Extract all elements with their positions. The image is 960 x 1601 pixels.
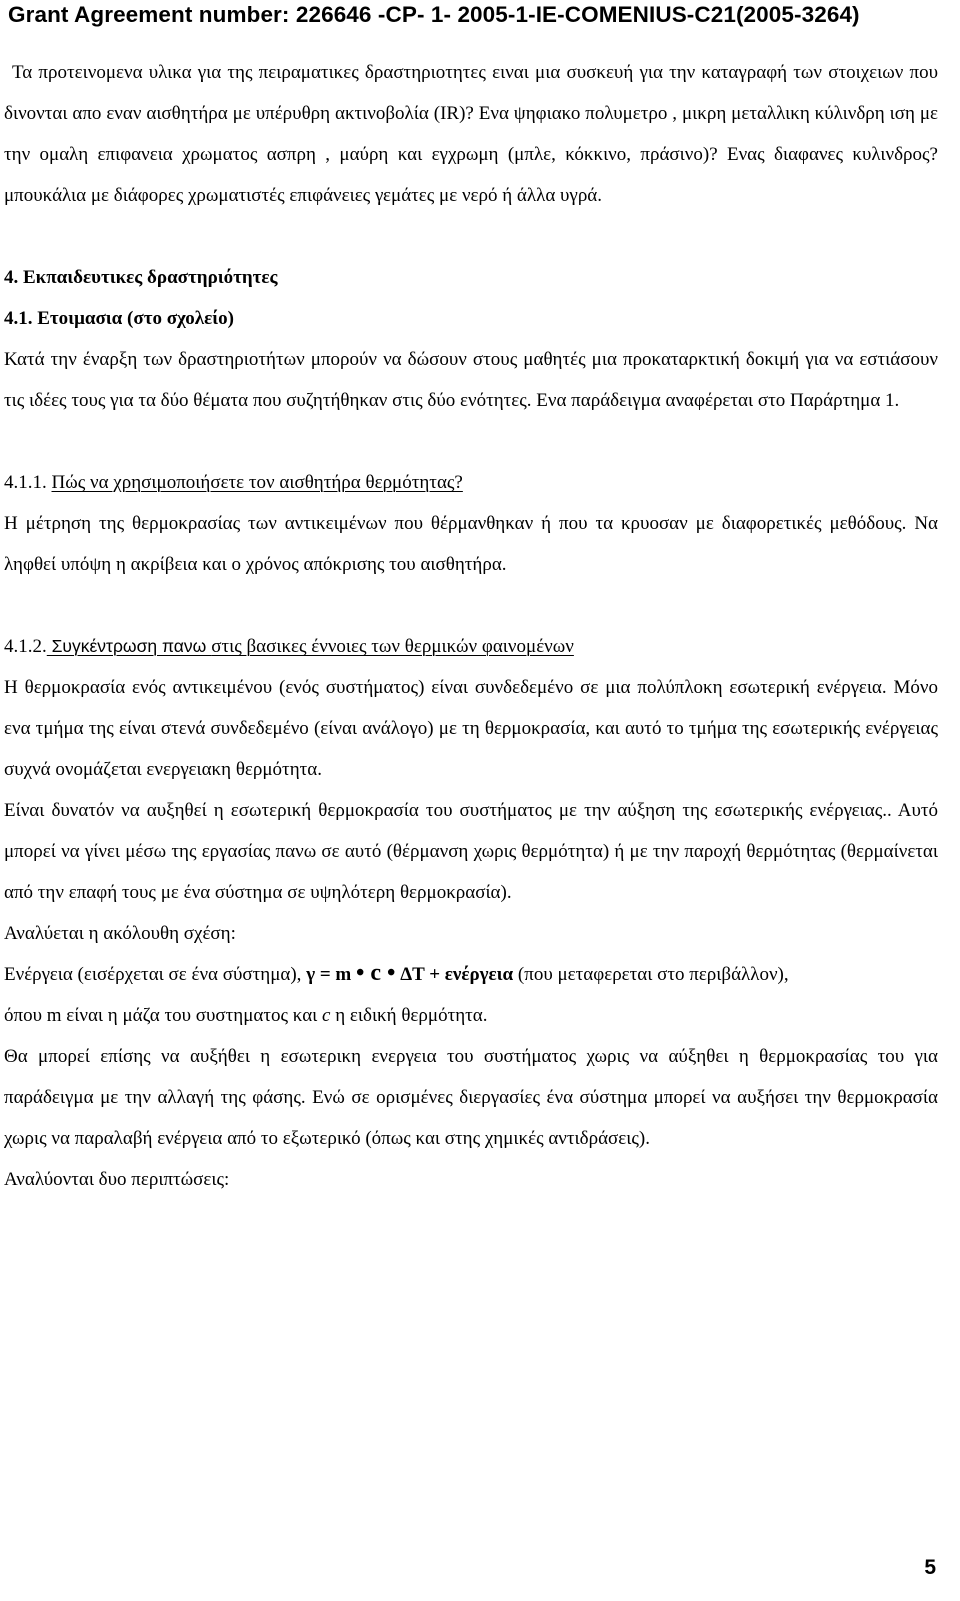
section-4-1-2-heading [4,626,938,667]
definition-text: όπου m είναι η μάζα του συστηματος και [4,1005,323,1026]
section-title-part-1: Συγκέντρωση πανω [46,636,212,656]
paragraph-relation-intro: Αναλύεται η ακόλουθη σχέση: [4,923,236,944]
paragraph-internal-energy: Είναι δυνατόν να αυξηθεί η εσωτερική θερμοκρασία του συστήματος με την αύξηση της εσωτερικής ενέργειας.. Αυτό μπορεί να γίνει μέσω της εργασίας πανω σε αυτό (θέρμανση χωρις θερμότητα) ή με την παροχή θερμότητας (θερμαίνεται από την επαφή τους με ένα σύστημα σε υψηλότερη θερμοκρασία). [4,800,938,903]
section-4-1-1-text: Η μέτρηση της θερμοκρασίας των αντικειμένων που θέρμανθηκαν ή που τα κρυοσαν με διαφορετικές μεθόδους. Να ληφθεί υπόψη η ακρίβεια και ο χρόνος απόκρισης του αισθητήρα. [4,513,938,575]
spacer [4,216,938,257]
paragraph-temperature: Η θερμοκρασία ενός αντικειμένου (ενός συστήματος) είναι συνδεδεμένο σε μια πολύπλοκη εσωτερική ενέργεια. Μόνο ενα τμήμα της είναι στενά συνδεδεμένο (είναι ανάλογο) με τη θερμοκρασία, και αυτό το τμήμα της εσωτερικής ενέργειας συχνά ονομάζεται ενεργειακη θερμότητα. [4,677,938,780]
energy-formula [4,954,938,995]
section-4-1-heading: 4.1. Ετοιμασια (στο σχολείο) [4,308,234,329]
paragraph-phase-change: Θα μπορεί επίσης να αυξήθει η εσωτερικη ενεργεια του συστήματος χωρις να αύξηθει η θερμοκρασίας του για παράδειγμα με την αλλαγή της φάσης. Ενώ σε ορισμένες διεργασίες ένα σύστημα μπορεί να αυξήσει την θερμοκρασία χωρις να παραλαβή ενέργεια από το εξωτερικό (όπως και στης χημικές αντιδράσεις). [4,1046,938,1149]
formula-delta-t: ΔT + ενέργεια [395,964,514,985]
section-number: 4.1.2. [4,636,47,657]
formula-gamma: γ [306,964,316,985]
page-number: 5 [924,1556,936,1579]
definition-text-end: η ειδική θερμότητα. [330,1005,488,1026]
formula-c: c [364,960,388,986]
spacer [4,421,938,462]
section-4-1-1-heading [4,462,938,503]
document-body [4,52,938,1200]
formula-tail: (που μεταφερεται στο περιβάλλον), [513,964,789,985]
definition-c: c [322,1005,331,1026]
spacer [4,585,938,626]
section-title-part-2: στις βασικες έννοιες των θερμικών φαινομένων [211,636,574,657]
formula-lead: Ενέργεια (εισέρχεται σε ένα σύστημα), [4,964,307,985]
formula-equals-m: = m [315,964,356,985]
section-4-1-text: Κατά την έναρξη των δραστηριοτήτων μπορούν να δώσουν στους μαθητές μια προκαταρκτική δοκιμή για να εστιάσουν τις ιδέες τους για τα δύο θέματα που συζητήθηκαν στις δύο ενότητες. Ενα παράδειγμα αναφέρεται στο Παράρτημα 1. [4,349,938,411]
section-number: 4.1.1. [4,472,52,493]
paragraph-cases: Αναλύονται δυο περιπτώσεις: [4,1169,230,1190]
grant-header: Grant Agreement number: 226646 -CP- 1- 2005-1-IE-COMENIUS-C21(2005-3264) [8,2,860,27]
formula-dot: • [387,960,396,986]
section-4-heading: 4. Εκπαιδευτικες δραστηριότητες [4,267,278,288]
paragraph-definitions [4,995,938,1036]
section-title: Πώς να χρησιμοποιήσετε τον αισθητήρα θερμότητας? [51,472,463,493]
formula-dot: • [355,960,365,986]
intro-paragraph: Τα προτεινομενα υλικα για της πειραματικες δραστηριοτητες ειναι μια συσκευή για την καταγραφή των στοιχειων που δινονται απο εναν αισθητήρα με υπέρυθρη ακτινοβολία (IR)? Ενα ψηφιακο πολυμετρο , μικρη μεταλλικη κύλινδρη ιση με την ομαλη επιφανεια χρωματος ασπρη , μαύρη και εγχρωμη (μπλε, κόκκινο, πράσινο)? Ενας διαφανες κυλινδρος? μπουκάλια με διάφορες χρωματιστές επιφάνειες γεμάτες με νερό ή άλλα υγρά. [4,62,938,206]
